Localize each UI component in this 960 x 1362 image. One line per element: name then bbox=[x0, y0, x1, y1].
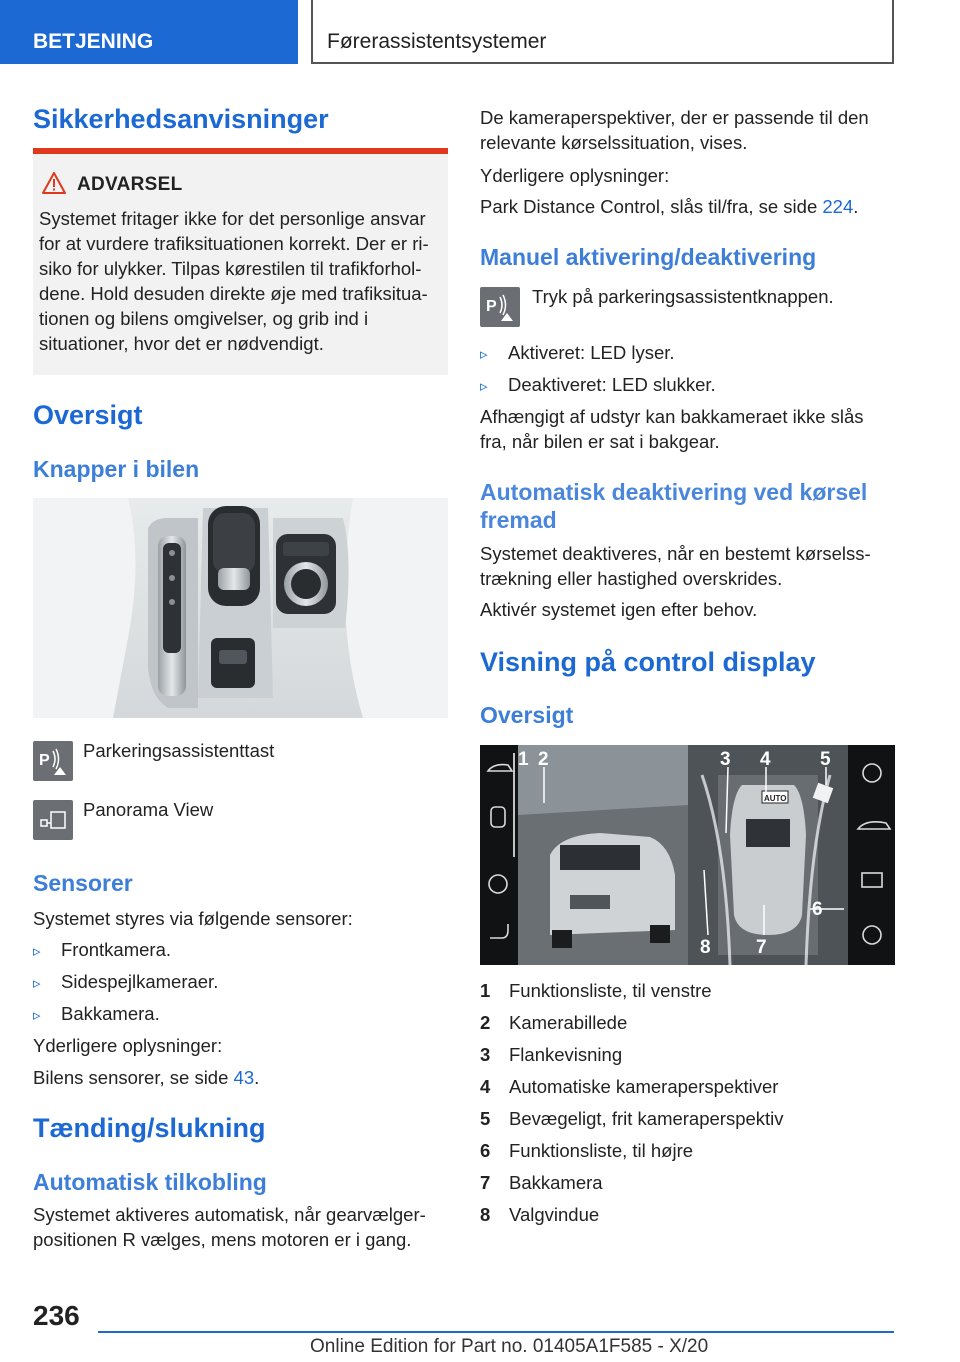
intro-text: De kameraperspektiver, der er passende til den relevante kørselssituation, vises. bbox=[480, 107, 869, 153]
legend-text: Kamerabillede bbox=[509, 1012, 628, 1033]
safety-heading: Sikkerhedsanvisninger bbox=[33, 104, 329, 134]
auto-on-heading: Automatisk tilkobling bbox=[33, 1169, 267, 1195]
bullet-triangle-icon: ▹ bbox=[33, 975, 41, 992]
top-view-car bbox=[730, 785, 806, 935]
callout-6: 6 bbox=[812, 899, 823, 920]
warning-label: ADVARSEL bbox=[77, 174, 183, 195]
legend-number: 2 bbox=[480, 1012, 491, 1033]
legend-text: Bevægeligt, frit kameraperspektiv bbox=[509, 1108, 784, 1129]
callout-7: 7 bbox=[756, 937, 767, 958]
section-label: BETJENING bbox=[33, 30, 154, 53]
chapter-tab bbox=[311, 0, 894, 64]
page-link[interactable]: 43 bbox=[233, 1067, 255, 1088]
edition-text: Online Edition for Part no. 01405A1F585 - X/20 bbox=[310, 1336, 709, 1357]
reverse-note: Afhængigt af udstyr kan bakkameraet ikke slås fra, når bilen er sat i bakgear. bbox=[480, 406, 864, 452]
auto-off-heading: Automatisk deaktivering ved kørsel fremad bbox=[480, 479, 868, 533]
warning-triangle-icon bbox=[42, 172, 66, 194]
legend-number: 3 bbox=[480, 1044, 491, 1065]
manual-instruction: Tryk på parkeringsassistentknappen. bbox=[532, 286, 834, 307]
callout-5: 5 bbox=[820, 749, 831, 770]
list-item: ▹ Bakkamera. bbox=[33, 1001, 160, 1028]
legend-number: 8 bbox=[480, 1204, 491, 1225]
footer-divider bbox=[98, 1331, 894, 1333]
callout-1: 1 bbox=[518, 749, 529, 770]
list-item: ▹ Frontkamera. bbox=[33, 937, 171, 964]
pdc-reference: Park Distance Control, slås til/fra, se side 224. bbox=[480, 196, 859, 217]
buttons-heading: Knapper i bilen bbox=[33, 456, 200, 482]
bullet-triangle-icon: ▹ bbox=[480, 346, 488, 363]
parking-assist-button-icon bbox=[33, 741, 73, 781]
page-link[interactable]: 224 bbox=[822, 196, 854, 217]
callout-8: 8 bbox=[700, 937, 711, 958]
more-info-label: Yderligere oplysninger: bbox=[480, 165, 670, 186]
legend-number: 5 bbox=[480, 1108, 491, 1129]
sensors-reference: Bilens sensorer, se side 43. bbox=[33, 1067, 260, 1088]
display-overview-heading: Oversigt bbox=[480, 702, 574, 728]
auto-badge: AUTO bbox=[764, 794, 787, 803]
control-display-image bbox=[480, 745, 895, 965]
manual-heading: Manuel aktivering/deaktivering bbox=[480, 244, 817, 270]
auto-on-text: Systemet aktiveres automatisk, når gearvælger- positionen R vælges, mens motoren er i gang. bbox=[33, 1204, 426, 1250]
warning-box bbox=[33, 148, 448, 375]
legend-number: 7 bbox=[480, 1172, 491, 1193]
bullet-triangle-icon: ▹ bbox=[480, 378, 488, 395]
legend-text: Funktionsliste, til højre bbox=[509, 1140, 694, 1161]
on-off-heading: Tænding/slukning bbox=[33, 1113, 266, 1143]
list-item: ▹ Deaktiveret: LED slukker. bbox=[480, 372, 716, 399]
panorama-view-button-icon bbox=[33, 800, 73, 840]
parking-assist-button-icon bbox=[480, 287, 520, 327]
center-console-image bbox=[33, 498, 448, 718]
reactivate-text: Aktivér systemet igen efter behov. bbox=[480, 599, 758, 620]
list-item: ▹ Aktiveret: LED lyser. bbox=[480, 340, 675, 367]
legend-number: 6 bbox=[480, 1140, 491, 1161]
page-number: 236 bbox=[33, 1300, 80, 1331]
right-function-list bbox=[848, 745, 895, 965]
chapter-label: Førerassistentsystemer bbox=[327, 30, 547, 53]
more-info-label: Yderligere oplysninger: bbox=[33, 1035, 223, 1056]
list-item: ▹ Sidespejlkameraer. bbox=[33, 969, 218, 996]
legend-text: Bakkamera bbox=[509, 1172, 603, 1193]
legend-text: Flankevisning bbox=[509, 1044, 623, 1065]
legend-text: Automatiske kameraperspektiver bbox=[509, 1076, 779, 1097]
callout-4: 4 bbox=[760, 749, 771, 770]
legend-number: 4 bbox=[480, 1076, 491, 1097]
legend-text: Valgvindue bbox=[509, 1204, 600, 1225]
legend-text: Funktionsliste, til venstre bbox=[509, 980, 712, 1001]
svg-text:P: P bbox=[39, 752, 50, 769]
panorama-view-label: Panorama View bbox=[83, 799, 214, 820]
bullet-triangle-icon: ▹ bbox=[33, 943, 41, 960]
sensors-heading: Sensorer bbox=[33, 870, 133, 896]
control-display-screen bbox=[480, 745, 895, 965]
parking-assist-label: Parkeringsassistenttast bbox=[83, 740, 275, 761]
left-function-list bbox=[480, 745, 518, 965]
warning-text: Systemet fritager ikke for det personlige ansvar for at vurdere trafiksituationen korrekt. Der er ri- siko for ulykker. Tilpas kørestilen til trafikforhol- dene. Hold desuden direkte øje med trafiksitua- tionen og bilens omgivelser, og grib ind i situationer, hvor det er nødvendigt. bbox=[39, 208, 429, 354]
display-heading: Visning på control display bbox=[480, 647, 816, 677]
bullet-triangle-icon: ▹ bbox=[33, 1007, 41, 1024]
sensors-intro: Systemet styres via følgende sensorer: bbox=[33, 908, 353, 929]
auto-off-text: Systemet deaktiveres, når en bestemt kørselss- trækning eller hastighed overskrides. bbox=[480, 543, 871, 589]
callout-3: 3 bbox=[720, 749, 731, 770]
callout-2: 2 bbox=[538, 749, 549, 770]
overview-heading: Oversigt bbox=[33, 400, 143, 430]
legend-number: 1 bbox=[480, 980, 491, 1001]
section-tab bbox=[0, 0, 298, 64]
svg-text:P: P bbox=[486, 298, 497, 315]
